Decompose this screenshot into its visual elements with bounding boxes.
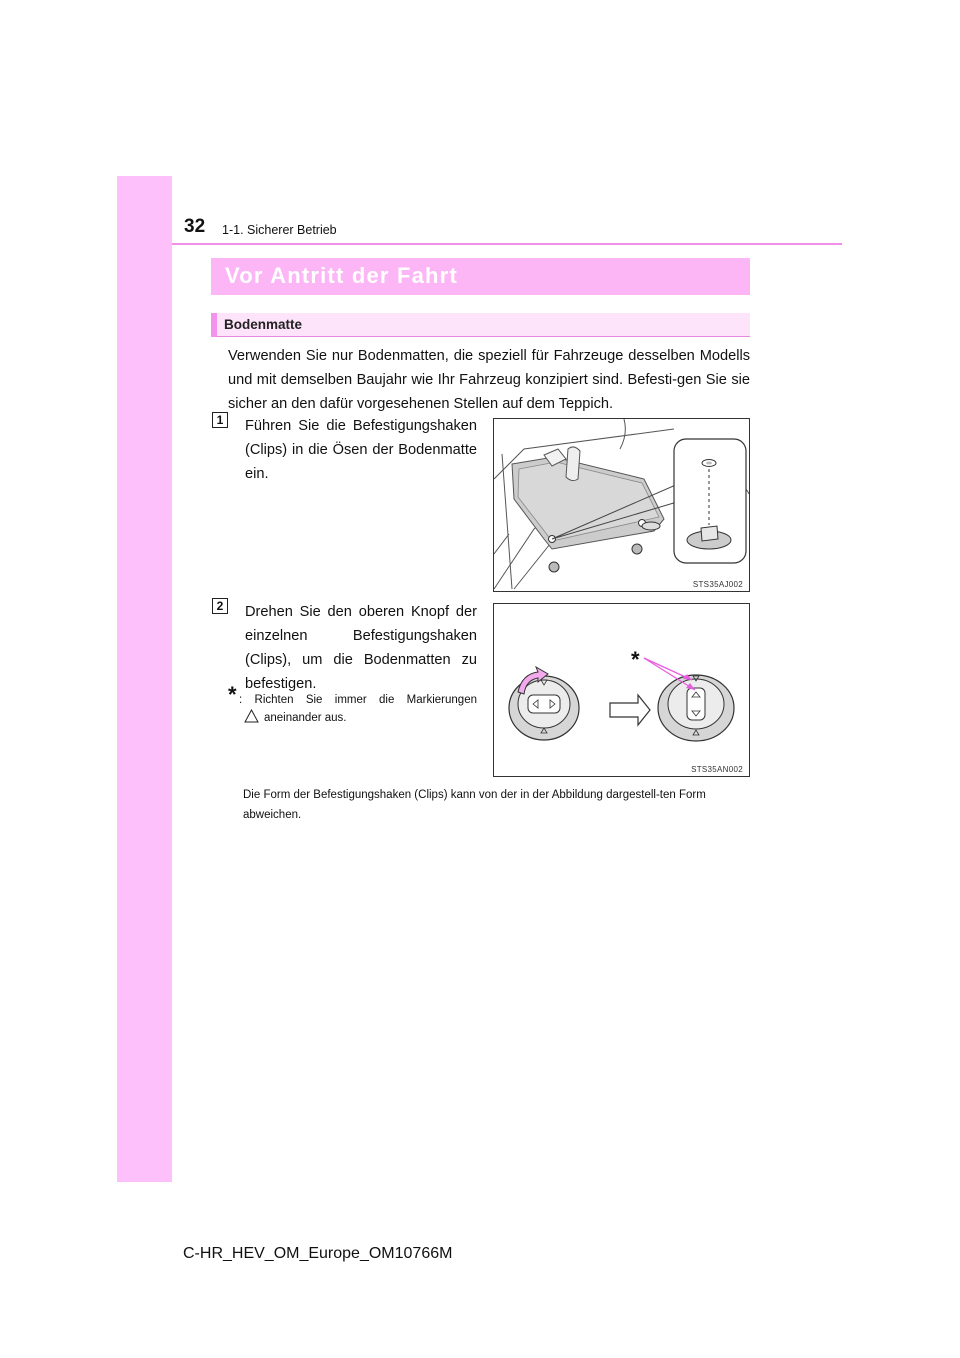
section-header: 1-1. Sicherer Betrieb	[222, 223, 337, 237]
subsection-accent	[211, 313, 217, 337]
step-1-text: Führen Sie die Befestigungshaken (Clips) in die Ösen der Bodenmatte ein.	[245, 418, 477, 482]
note-line-1: : Richten Sie immer die Markierungen	[239, 694, 477, 706]
footer-document-id: C-HR_HEV_OM_Europe_OM10766M	[183, 1245, 453, 1262]
step-2-badge: 2	[212, 598, 228, 614]
step-1-badge: 1	[212, 412, 228, 428]
step-2-text: Drehen Sie den oberen Knopf der einzelnen Befestigungshaken (Clips), um die Bodenmatten zu befestigen.	[245, 604, 477, 692]
figure-2-label: STS35AN002	[691, 765, 743, 774]
figure-1-label: STS35AJ002	[692, 580, 743, 589]
figure-asterisk: *	[631, 647, 640, 672]
subsection-title: Bodenmatte	[224, 317, 303, 332]
clip-rotation-illustration	[494, 604, 749, 776]
page-number: 32	[184, 216, 206, 237]
triangle-mark-icon	[244, 709, 259, 723]
page-title-bar	[211, 258, 750, 295]
chapter-side-band	[117, 176, 172, 1182]
page-title: Vor Antritt der Fahrt	[225, 263, 458, 288]
floor-mat-illustration	[494, 419, 749, 591]
floor-mat-clip-figure	[493, 418, 750, 592]
note-asterisk: *	[228, 682, 237, 707]
clip-turn-figure	[493, 603, 750, 777]
shape-footnote: Die Form der Befestigungshaken (Clips) kann von der in der Abbildung dargestell-ten Form abweichen.	[243, 789, 706, 821]
intro-paragraph: Verwenden Sie nur Bodenmatten, die speziell für Fahrzeuge desselben Modells und mit demselben Baujahr wie Ihr Fahrzeug konzipiert sind. Befesti-gen Sie sie sicher an den dafür vorgesehenen Stellen auf dem Teppich.	[228, 348, 750, 412]
header-divider	[172, 243, 842, 245]
subsection-bar	[211, 313, 750, 337]
note-line-2: aneinander aus.	[264, 712, 347, 724]
